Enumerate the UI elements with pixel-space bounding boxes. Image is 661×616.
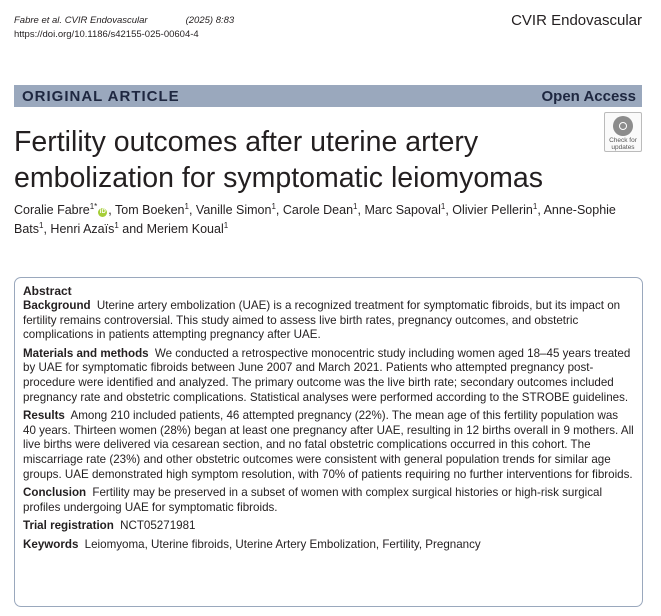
author-name[interactable]: Meriem Koual [146, 222, 224, 236]
conclusion-text: Fertility may be preserved in a subset of women with complex surgical histories or high-risk surgical profiles undergoing UAE for symptomatic fibroids. [23, 486, 603, 514]
abstract-keywords [23, 538, 634, 553]
author-affiliation: 1 [223, 220, 229, 230]
citation-block [14, 14, 234, 42]
author-name[interactable]: Tom Boeken [115, 203, 185, 217]
methods-label: Materials and methods [23, 346, 149, 360]
abstract-methods [23, 347, 634, 405]
keywords-label: Keywords [23, 537, 79, 551]
author-affiliation: 1 [532, 201, 538, 211]
author-affiliation: 1 [271, 201, 276, 211]
results-label: Results [23, 409, 65, 423]
article-title: Fertility outcomes after uterine artery embolization for symptomatic leiomyomas [14, 126, 544, 194]
keywords-text: Leiomyoma, Uterine fibroids, Uterine Artery Embolization, Fertility, Pregnancy [84, 537, 481, 551]
doi-link[interactable]: https://doi.org/10.1186/s42155-025-00604-4 [14, 29, 199, 40]
author-affiliation: 1 [440, 201, 446, 211]
journal-name: CVIR Endovascular [511, 12, 642, 29]
abstract-box [14, 277, 643, 607]
abstract-trial [23, 519, 634, 534]
author-name[interactable]: Anne-Sophie Bats [14, 203, 616, 236]
abstract-background [23, 299, 634, 343]
author-name[interactable]: Olivier Pellerin [452, 203, 533, 217]
author-name[interactable]: Marc Sapoval [364, 203, 441, 217]
check-updates-line1: Check for [609, 137, 637, 144]
author-affiliation: 1 [353, 201, 358, 211]
author-name[interactable]: Vanille Simon [195, 203, 272, 217]
trial-id[interactable]: NCT05271981 [120, 519, 196, 533]
citation-year: (2025) 8:83 [185, 15, 235, 26]
trial-label: Trial registration [23, 519, 114, 533]
results-text: Among 210 included patients, 46 attempted pregnancy (22%). The mean age of this fertility population was 40 years. Thirteen women (28%) began at least one pregnancy after UAE, resulting in 12 births overall in 9 mothers. All live births were delivered via cesarean section, and no fatal obstetric complications occurred in this cohort. The miscarriage rate (23%) and other obstetric outcomes were consistent with general population trends for similar age groups. UAE demonstrated high symptom resolution, with 70% of patients requiring no further interventions for fibroids. [23, 409, 634, 481]
author-name[interactable]: Coralie Fabre [14, 203, 90, 217]
check-updates-icon [613, 116, 633, 136]
author-list: Coralie Fabre$^{1*}$iD , Tom Boeken$^1$, Vanille Simon$^1$, Carole Dean$^1$, Marc Sapoval$^1$, Olivier Pellerin$^1$, Anne-Sophie Bats$^1$, Henri Azaïs$^1$ and Meriem Koual$^1$ [14, 201, 616, 236]
article-type-label: ORIGINAL ARTICLE [22, 87, 180, 105]
methods-text: We conducted a retrospective monocentric study including women aged 18–45 years treated by UAE for symptomatic fibroids between June 2007 and March 2021. Patients who attempted pregnancy post-procedure were identified and analyzed. The primary outcome was the live birth rate; secondary outcomes included pregnancy rate and obstetric complications. Statistical analyses were performed according to the STROBE guidelines. [23, 346, 631, 404]
orcid-icon[interactable]: iD [99, 209, 106, 215]
check-for-updates-badge[interactable] [604, 112, 642, 152]
author-affiliation: 1* [89, 201, 98, 211]
author-affiliation: 1 [114, 220, 119, 230]
abstract-results [23, 409, 634, 482]
background-text: Uterine artery embolization (UAE) is a recognized treatment for symptomatic fibroids, but its impact on fertility remains controversial. This study aimed to assess live birth rates, pregnancy outcomes, and obstetric complications in patients attempting pregnancy after UAE. [23, 299, 621, 342]
conclusion-label: Conclusion [23, 486, 87, 500]
open-access-label: Open Access [541, 87, 636, 105]
abstract-conclusion [23, 486, 634, 515]
citation-authors: Fabre et al. CVIR Endovascular [14, 15, 148, 26]
article-type-banner [14, 85, 642, 107]
check-updates-line2: updates [611, 144, 635, 151]
abstract-heading: Abstract [23, 284, 72, 298]
author-affiliation: 1 [39, 220, 44, 230]
author-affiliation: 1 [184, 201, 189, 211]
background-label: Background [23, 299, 91, 312]
author-name[interactable]: Henri Azaïs [50, 222, 115, 236]
author-name[interactable]: Carole Dean [282, 203, 354, 217]
